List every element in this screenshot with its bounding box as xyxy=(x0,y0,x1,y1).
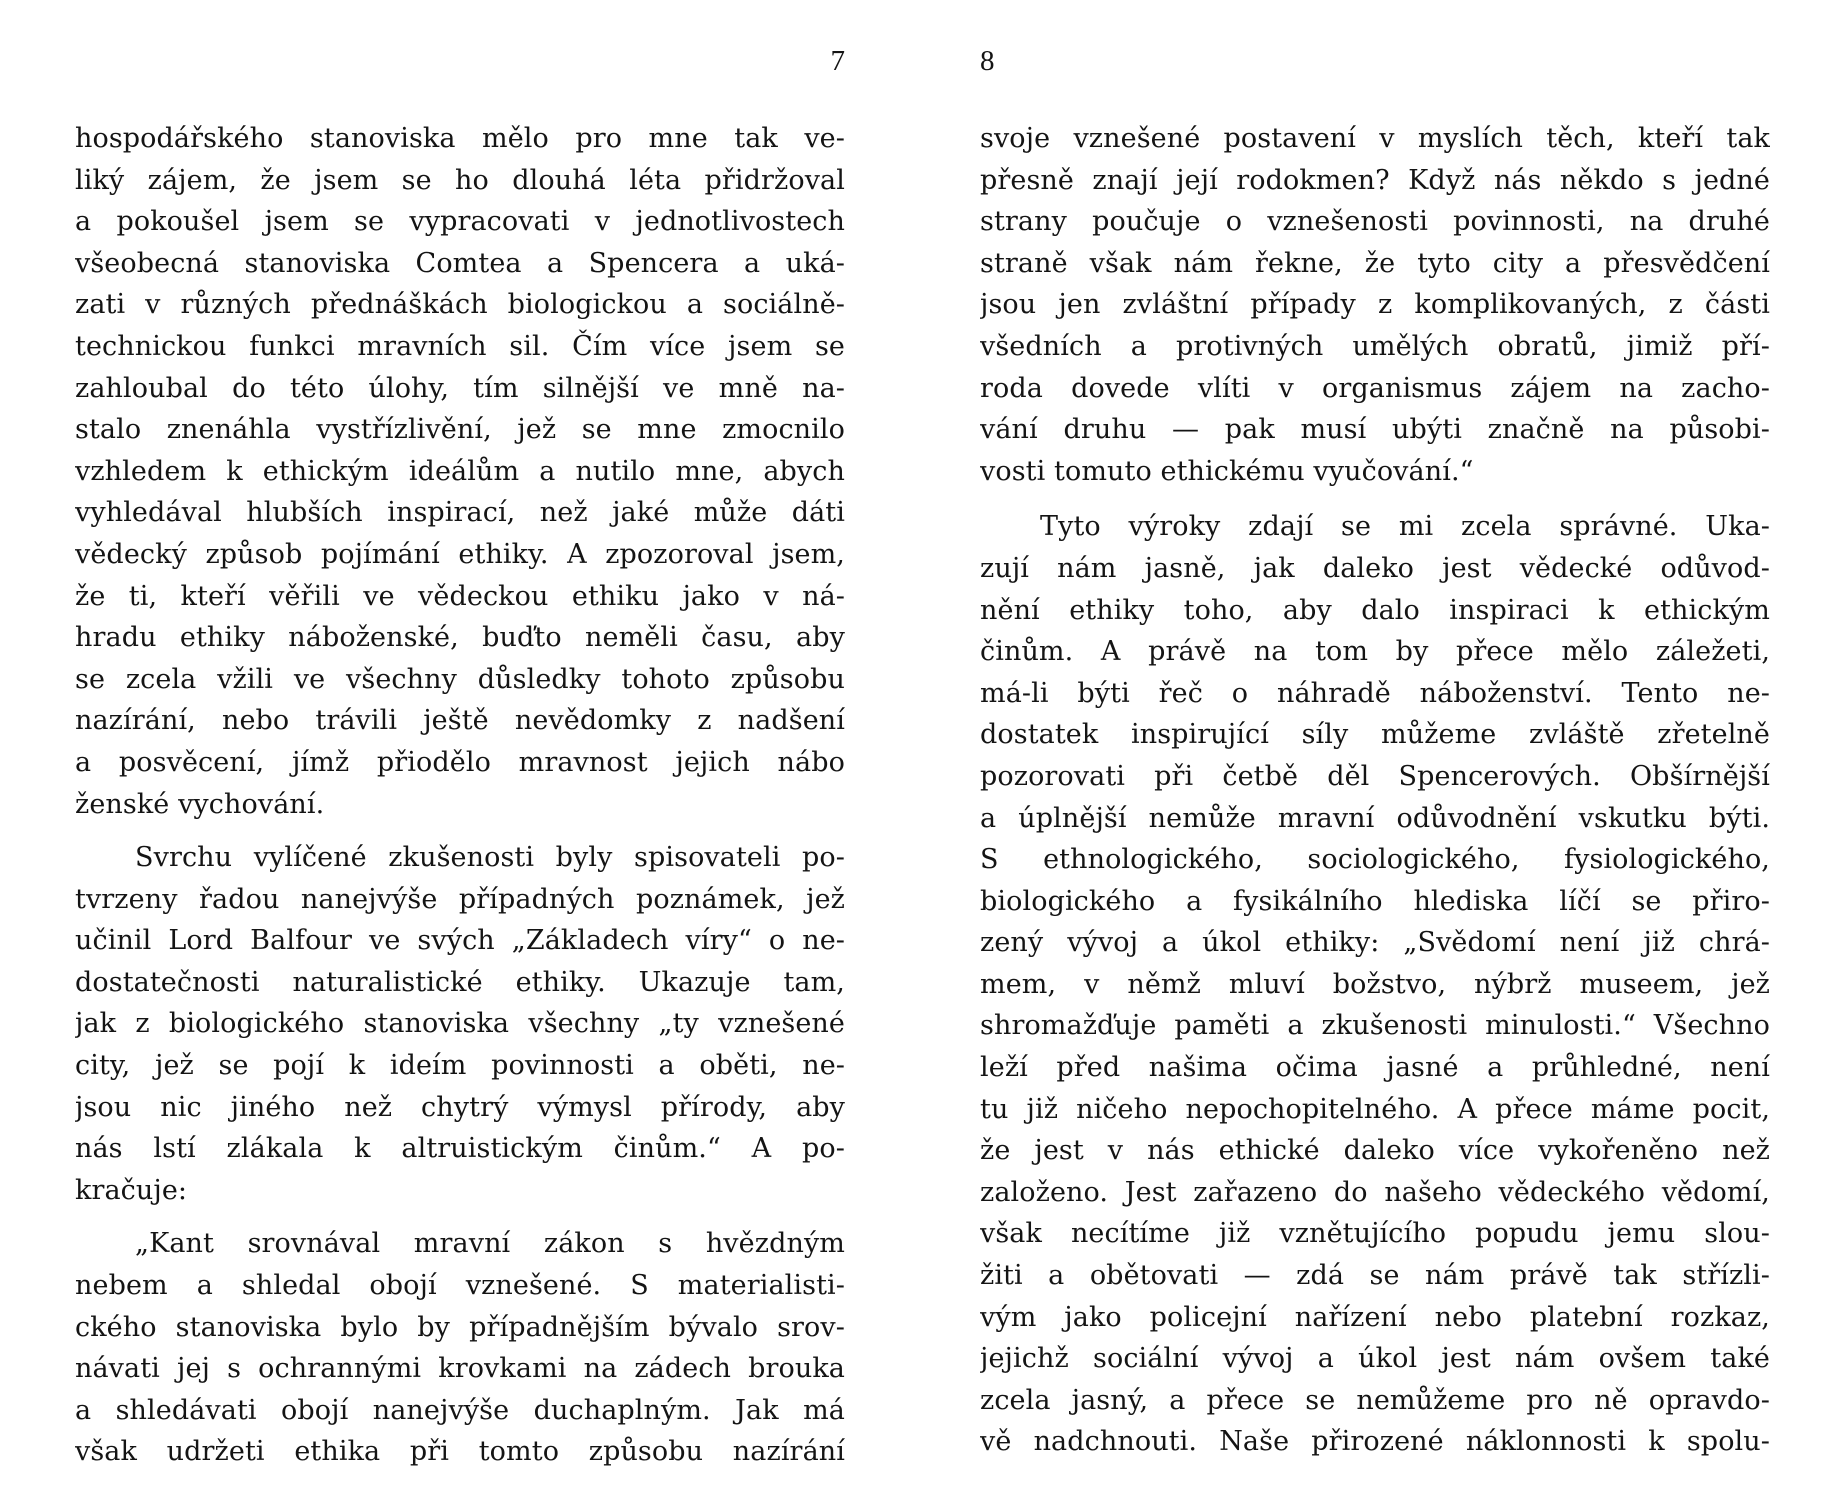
text-line: liký zájem, že jsem se ho dlouhá léta přidržoval xyxy=(75,164,845,196)
text-line: ženské vychování. xyxy=(75,788,325,820)
right-page xyxy=(980,0,1770,1500)
text-line: vosti tomuto ethickému vyučování.“ xyxy=(980,455,1474,487)
text-line: tu již ničeho nepochopitelného. A přece máme pocit, xyxy=(980,1093,1770,1125)
text-line: dostatečnosti naturalistické ethiky. Ukazuje tam, xyxy=(75,966,845,998)
text-line: všedních a protivných umělých obratů, jimiž pří- xyxy=(980,330,1770,362)
page-number: 7 xyxy=(830,45,845,77)
text-line: jak z biologického stanoviska všechny „ty vznešené xyxy=(75,1008,845,1040)
text-line: činům. A právě na tom by přece mělo záležeti, xyxy=(980,636,1770,668)
left-page xyxy=(75,0,845,1500)
text-line: svoje vznešené postavení v myslích těch, kteří tak xyxy=(980,123,1770,154)
text-line: stalo znenáhla vystřízlivění, jež se mne zmocnilo xyxy=(75,414,845,446)
page-body xyxy=(980,118,1770,1463)
text-line: city, jež se pojí k ideím povinnosti a oběti, ne- xyxy=(75,1050,845,1082)
text-line: pozorovati při četbě děl Spencerových. Obšírnější xyxy=(980,760,1770,792)
text-line: a úplnější nemůže mravní odůvodnění vskutku býti. xyxy=(980,802,1770,834)
text-line: učinil Lord Balfour ve svých „Základech víry“ o ne- xyxy=(75,925,845,957)
text-line: žiti a obětovati — zdá se nám právě tak střízli- xyxy=(980,1260,1770,1292)
text-line: a shledávati obojí nanejvýše duchaplným. Jak má xyxy=(75,1394,845,1426)
text-line: přesně znají její rodokmen? Když nás někdo s jedné xyxy=(980,164,1770,196)
text-line: a pokoušel jsem se vypracovati v jednotlivostech xyxy=(75,206,845,238)
text-line: zahloubal do této úlohy, tím silnější ve mně na- xyxy=(75,372,845,404)
page-number: 8 xyxy=(980,45,995,77)
text-line: všeobecná stanoviska Comtea a Spencera a uká- xyxy=(75,247,845,279)
text-line: hradu ethiky náboženské, buďto neměli času, aby xyxy=(75,622,845,654)
text-line: vyhledával hlubších inspirací, než jaké může dáti xyxy=(75,497,845,529)
text-line: biologického a fysikálního hlediska líčí se přiro- xyxy=(980,885,1770,917)
text-line: jejichž sociální vývoj a úkol jest nám ovšem také xyxy=(980,1343,1770,1375)
text-line: hospodářského stanoviska mělo pro mne tak ve- xyxy=(75,123,845,154)
text-line: vzhledem k ethickým ideálům a nutilo mne, abych xyxy=(75,455,845,487)
text-line: jsou jen zvláštní případy z komplikovaných, z části xyxy=(980,289,1770,321)
text-line: návati jej s ochrannými krovkami na zádech brouka xyxy=(75,1353,845,1385)
text-line: vým jako policejní nařízení nebo platební rozkaz, xyxy=(980,1301,1770,1333)
text-line: shromažďuje paměti a zkušenosti minulosti.“ Všechno xyxy=(980,1010,1770,1042)
text-line: ckého stanoviska bylo by případnějším bývalo srov- xyxy=(75,1311,845,1343)
text-line: jsou nic jiného než chytrý výmysl přírody, aby xyxy=(75,1091,845,1123)
text-line: nění ethiky toho, aby dalo inspiraci k ethickým xyxy=(980,594,1770,626)
text-line: strany poučuje o vznešenosti povinnosti, na druhé xyxy=(980,206,1770,238)
text-line: má-li býti řeč o náhradě náboženství. Tento ne- xyxy=(980,677,1770,709)
page-body xyxy=(75,118,845,1473)
text-line: Svrchu vylíčené zkušenosti byly spisovateli po- xyxy=(135,842,845,874)
text-line: roda dovede vlíti v organismus zájem na zacho- xyxy=(980,372,1770,404)
text-line: Tyto výroky zdají se mi zcela správné. Uka- xyxy=(1040,511,1770,543)
text-line: technickou funkci mravních sil. Čím více jsem se xyxy=(75,330,845,362)
text-line: že ti, kteří věřili ve vědeckou ethiku jako v ná- xyxy=(75,580,845,612)
text-line: zati v různých přednáškách biologickou a sociálně- xyxy=(75,289,845,321)
text-line: nás lstí zlákala k altruistickým činům.“ A po- xyxy=(75,1133,845,1165)
text-line: nebem a shledal obojí vznešené. S materialisti- xyxy=(75,1270,845,1302)
text-line: dostatek inspirující síly můžeme zvláště zřetelně xyxy=(980,719,1770,751)
text-line: se zcela vžili ve všechny důsledky tohoto způsobu xyxy=(75,663,845,695)
text-line: mem, v němž mluví božstvo, nýbrž museem, jež xyxy=(980,968,1770,1000)
text-line: vání druhu — pak musí ubýti značně na působi- xyxy=(980,414,1770,446)
text-line: leží před našima očima jasné a průhledné, není xyxy=(980,1052,1770,1084)
text-line: však udržeti ethika při tomto způsobu nazírání xyxy=(75,1436,845,1468)
text-line: zcela jasný, a přece se nemůžeme pro ně opravdo- xyxy=(980,1384,1770,1416)
text-line: „Kant srovnával mravní zákon s hvězdným xyxy=(135,1228,845,1260)
text-line: vě nadchnouti. Naše přirozené náklonnosti k spolu- xyxy=(980,1426,1770,1458)
text-line: zují nám jasně, jak daleko jest vědecké odůvod- xyxy=(980,552,1770,584)
text-line: S ethnologického, sociologického, fysiologického, xyxy=(980,844,1770,876)
text-line: kračuje: xyxy=(75,1174,188,1206)
text-line: založeno. Jest zařazeno do našeho vědeckého vědomí, xyxy=(980,1176,1770,1208)
text-line: nazírání, nebo trávili ještě nevědomky z nadšení xyxy=(75,705,845,737)
text-line: tvrzeny řadou nanejvýše případných poznámek, jež xyxy=(75,883,845,915)
text-line: však necítíme již vznětujícího popudu jemu slou- xyxy=(980,1218,1770,1250)
text-line: zený vývoj a úkol ethiky: „Svědomí není již chrá- xyxy=(980,927,1770,959)
text-line: že jest v nás ethické daleko více vykořeněno než xyxy=(980,1135,1770,1167)
text-line: vědecký způsob pojímání ethiky. A zpozoroval jsem, xyxy=(75,538,845,570)
text-line: straně však nám řekne, že tyto city a přesvědčení xyxy=(980,247,1770,279)
text-line: a posvěcení, jímž přiodělo mravnost jejich nábo xyxy=(75,746,845,778)
